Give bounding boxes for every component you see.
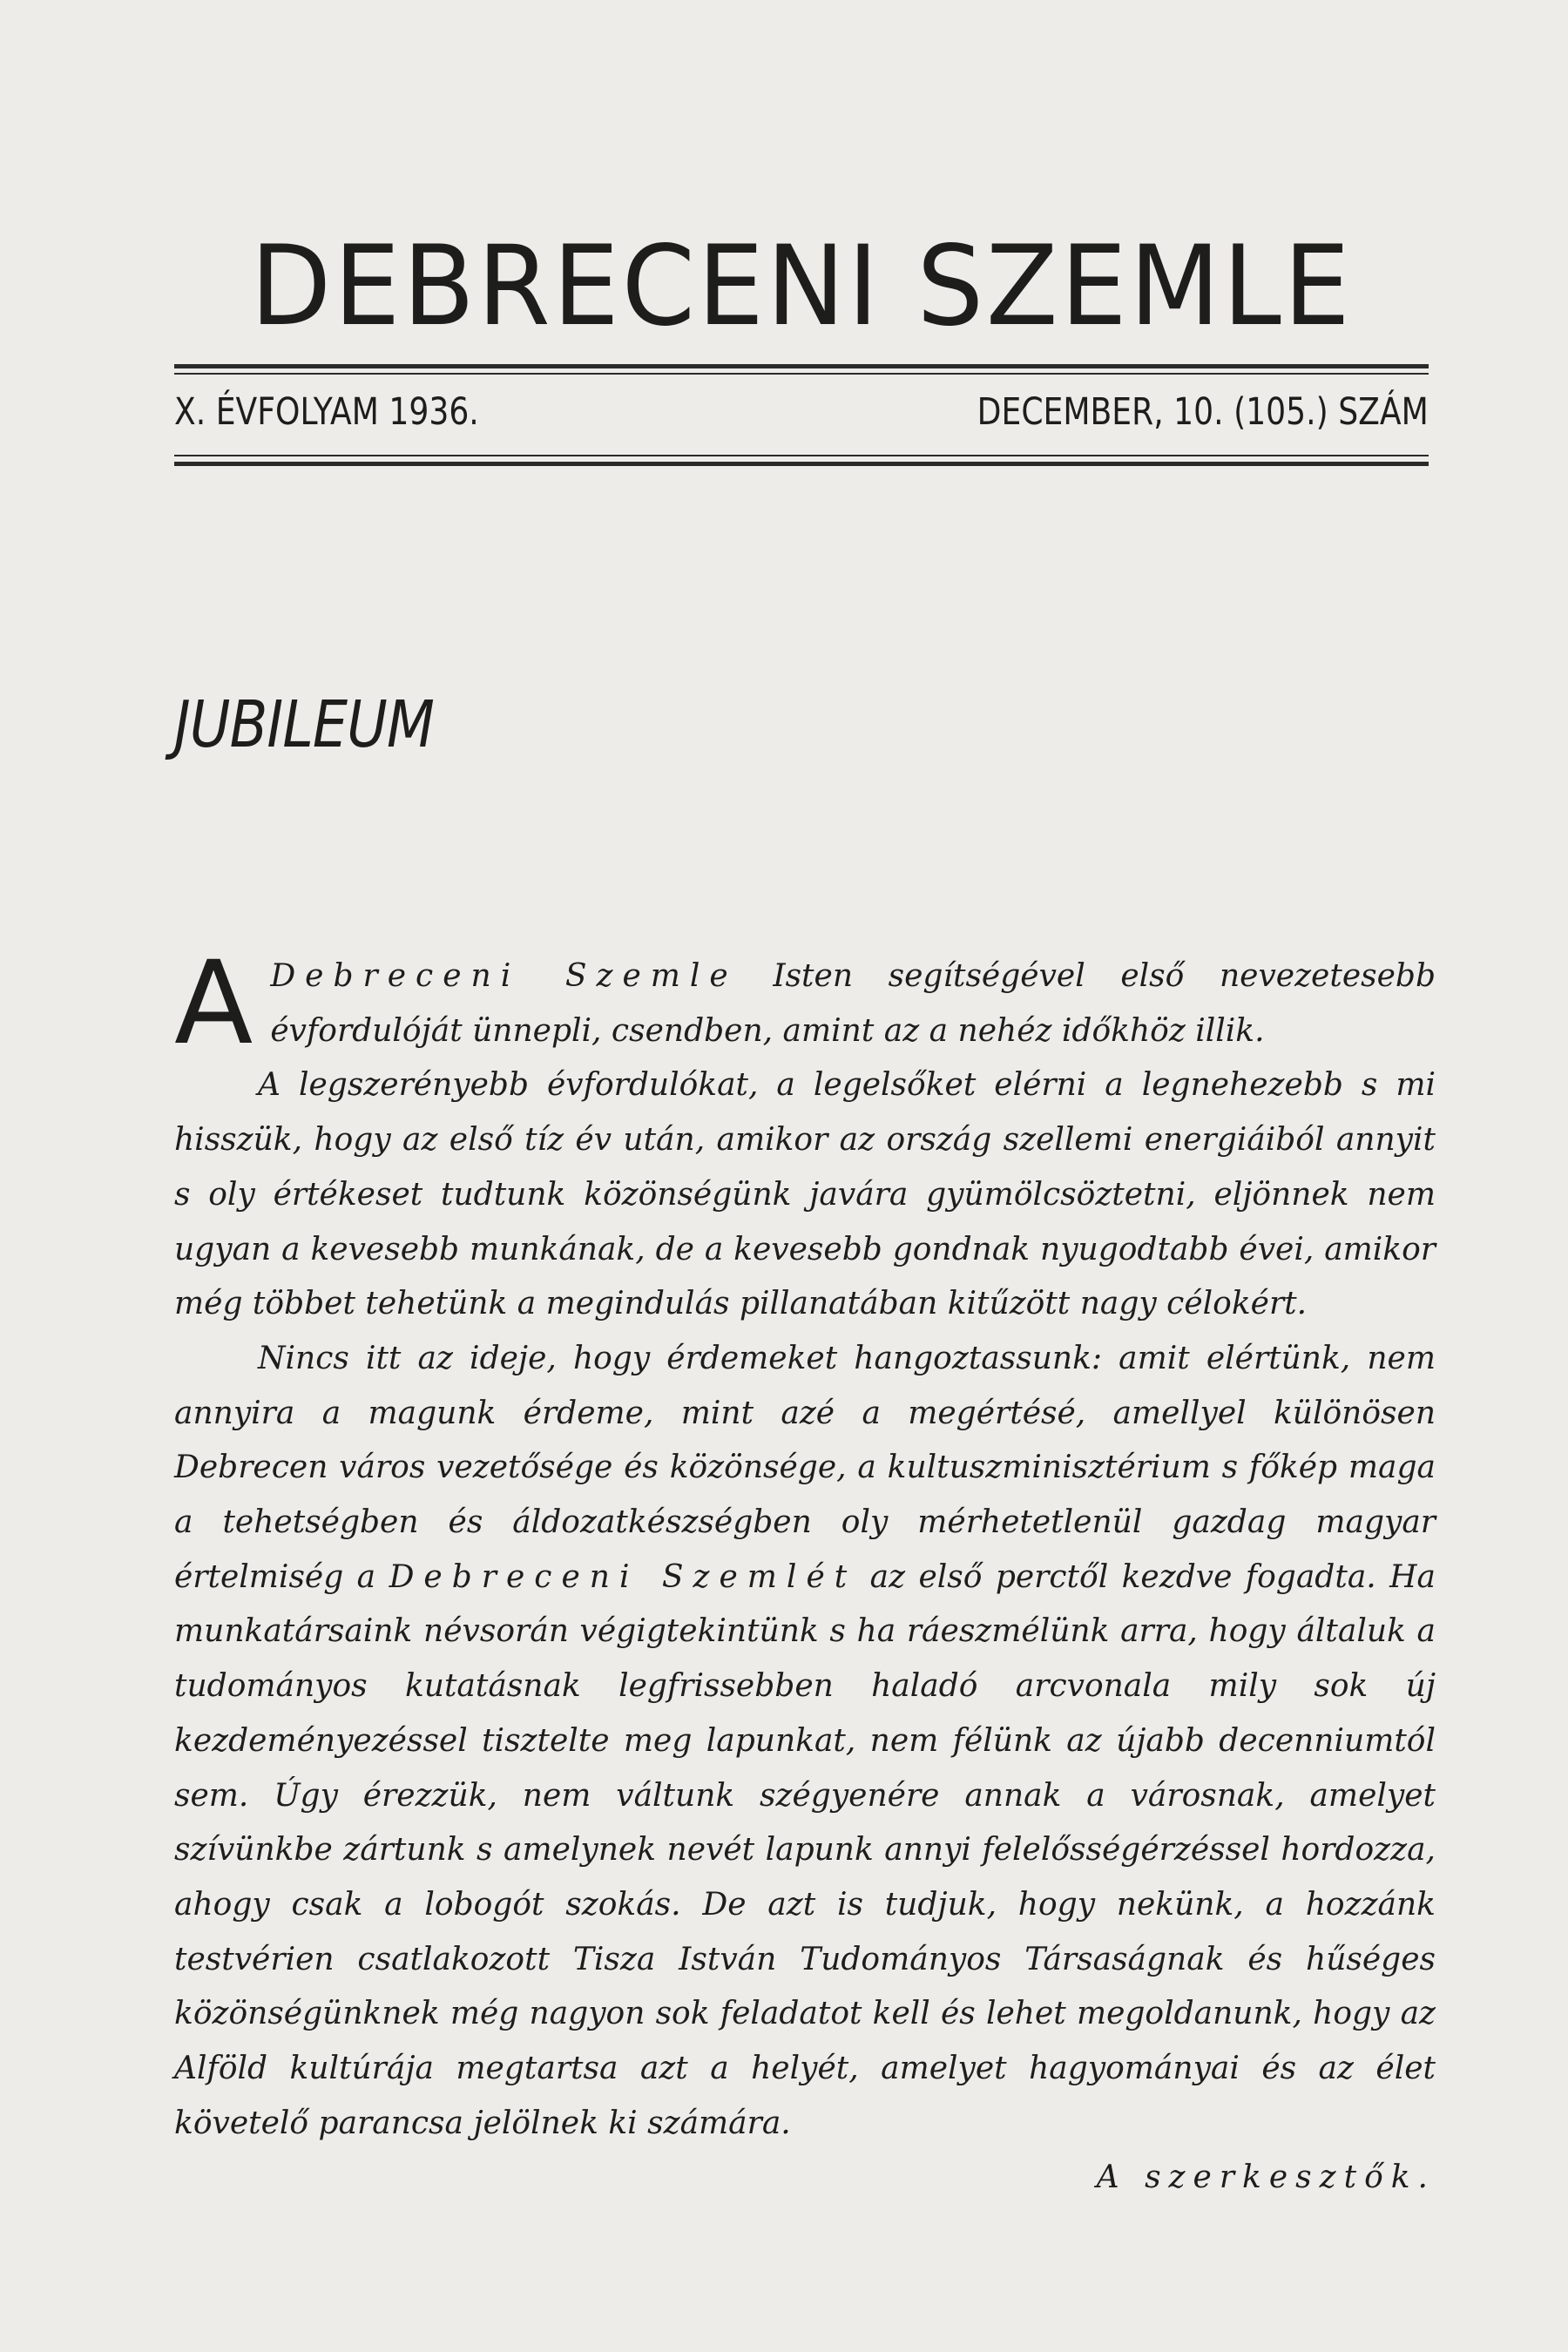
article-body [174,936,1436,2206]
drop-cap: A [174,936,253,1071]
paragraph-3 [174,1332,1436,2152]
journal-name-spaced-2: Debreceni Szemlét [389,1558,857,1595]
journal-title: DEBRECENI SZEMLE [250,221,1353,350]
masthead-rule-thick-bottom [174,462,1429,466]
journal-name-spaced: Debreceni Szemle [270,958,738,994]
paragraph-1 [174,936,1436,1071]
issue-info: DECEMBER, 10. (105.) SZÁM [977,390,1429,434]
masthead-rule-thin-bottom [174,455,1429,456]
paragraph-1-text: Isten segítségével első nevezetesebb évfordulóját ünnepli, csendben, amint az a nehéz időkhöz illik. [270,958,1436,1049]
masthead-rule-thick-top [174,364,1429,368]
paragraph-3-text-b: az első perctől kezdve fogadta. Ha munkatársaink névsorán végigtekintünk s ha ráeszmélünk arra, hogy általuk a tudományos kutatásnak legfrissebben haladó arcvonala mily sok új kezdeményezéssel tisztelte meg lapunkat, nem félünk az újabb decenniumtól sem. Úgy érezzük, nem váltunk szégyenére annak a városnak, amelyet szívünkbe zártunk s amelynek nevét lapunk annyi felelősségérzéssel hordozza, ahogy csak a lobogót szokás. De azt is tudjuk, hogy nekünk, a hozzánk testvérien csatlakozott Tisza István Tudományos Társaságnak és hűséges közönségünknek még nagyon sok feladatot kell és lehet megoldanunk, hogy az Alföld kultúrája megtartsa azt a helyét, amelyet hagyományai és az élet követelő parancsa jelölnek ki számára. [174,1558,1436,2141]
paragraph-3-text-a: Nincs itt az ideje, hogy érdemeket hangoztassunk: amit elértünk, nem annyira a magunk érdeme, mint azé a megértésé, amellyel különösen Debrecen város vezetősége és közönsége, a kultuszminisztérium s főkép maga a tehetségben és áldozatkészségben oly mérhetetlenül gazdag magyar értelmiség a [174,1340,1436,1595]
volume-info: X. ÉVFOLYAM 1936. [174,390,479,434]
signature: A szerkesztők. [1096,2159,1436,2196]
masthead-rule-thin-top [174,373,1429,375]
article-heading: JUBILEUM [174,687,435,762]
paragraph-2: A legszerényebb évfordulókat, a legelsőket elérni a legnehezebb s mi hisszük, hogy az első tíz év után, amikor az ország szellemi energiáiból annyit s oly értékeset tudtunk közönségünk javára gyümölcsöztetni, eljönnek nem ugyan a kevesebb munkának, de a kevesebb gondnak nyugodtabb évei, amikor még többet tehetünk a megindulás pillanatában kitűzött nagy célokért. [174,1067,1436,1322]
